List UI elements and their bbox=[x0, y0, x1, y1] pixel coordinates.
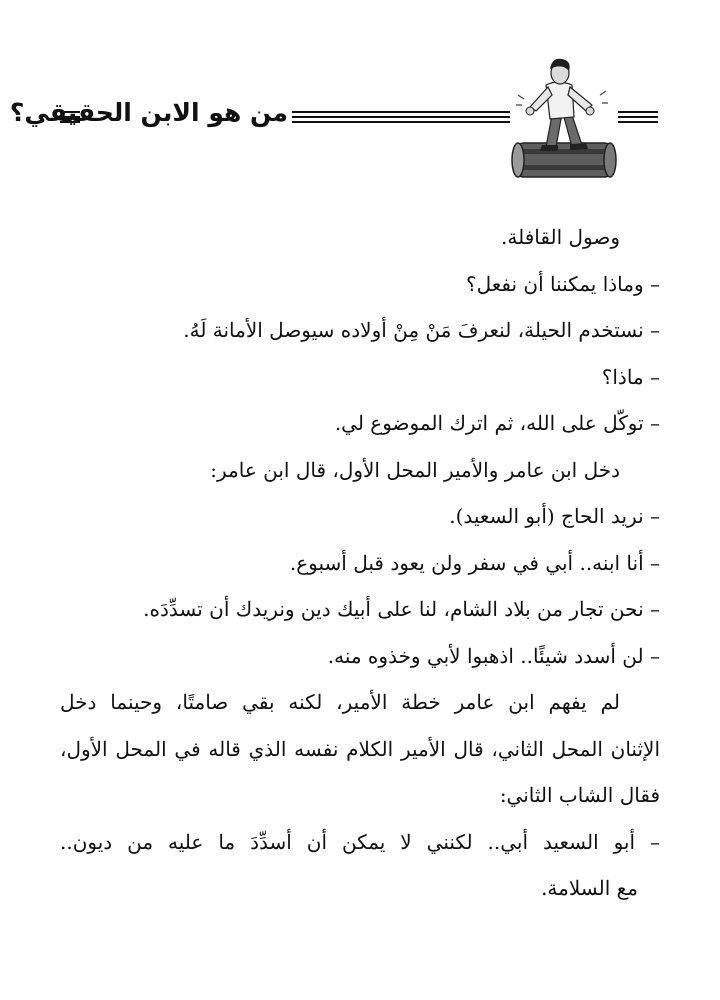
dialogue-line: – أبو السعيد أبي.. لكنني لا يمكن أن أسدِّدَ ما عليه من ديون.. bbox=[60, 829, 660, 854]
paragraph-line: الإثنان المحل الثاني، قال الأمير الكلام نفسه الذي قاله في المحل الأول، bbox=[60, 736, 660, 761]
paragraph-line: فقال الشاب الثاني: bbox=[499, 783, 660, 807]
dialogue-line: – ماذا؟ bbox=[601, 364, 660, 389]
dialogue-line: – نريد الحاج (أبو السعيد). bbox=[449, 504, 660, 528]
dialogue-line: – لن أسدد شيئًا.. اذهبوا لأبي وخذوه منه. bbox=[327, 643, 660, 668]
dialogue-line: – توكّل على الله، ثم اترك الموضوع لي. bbox=[334, 411, 660, 435]
dialogue-continuation-line: مع السلامة. bbox=[541, 876, 638, 900]
dialogue-line: – نحن تجار من بلاد الشام، لنا على أبيك دين ونريدك أن تسدِّدَه. bbox=[143, 597, 660, 621]
title-rule-middle bbox=[292, 111, 510, 125]
paragraph-line: وصول القافلة. bbox=[501, 225, 620, 249]
chapter-header bbox=[0, 0, 720, 190]
dialogue-line: – أنا ابنه.. أبي في سفر ولن يعود قبل أسبوع. bbox=[289, 550, 660, 575]
story-text bbox=[60, 214, 660, 912]
paragraph-line: دخل ابن عامر والأمير المحل الأول، قال ابن عامر: bbox=[210, 457, 620, 482]
character-illustration bbox=[506, 55, 621, 180]
dialogue-line: – نستخدم الحيلة، لنعرفَ مَنْ مِنْ أولاده سيوصل الأمانة لَهُ. bbox=[183, 318, 660, 342]
dialogue-line: – وماذا يمكننا أن نفعل؟ bbox=[465, 271, 660, 296]
title-rule-right bbox=[618, 111, 658, 125]
chapter-title: من هو الابن الحقيقي؟ bbox=[9, 98, 288, 127]
paragraph-line: لم يفهم ابن عامر خطة الأمير، لكنه بقي صامتًا، وحينما دخل bbox=[60, 690, 620, 714]
